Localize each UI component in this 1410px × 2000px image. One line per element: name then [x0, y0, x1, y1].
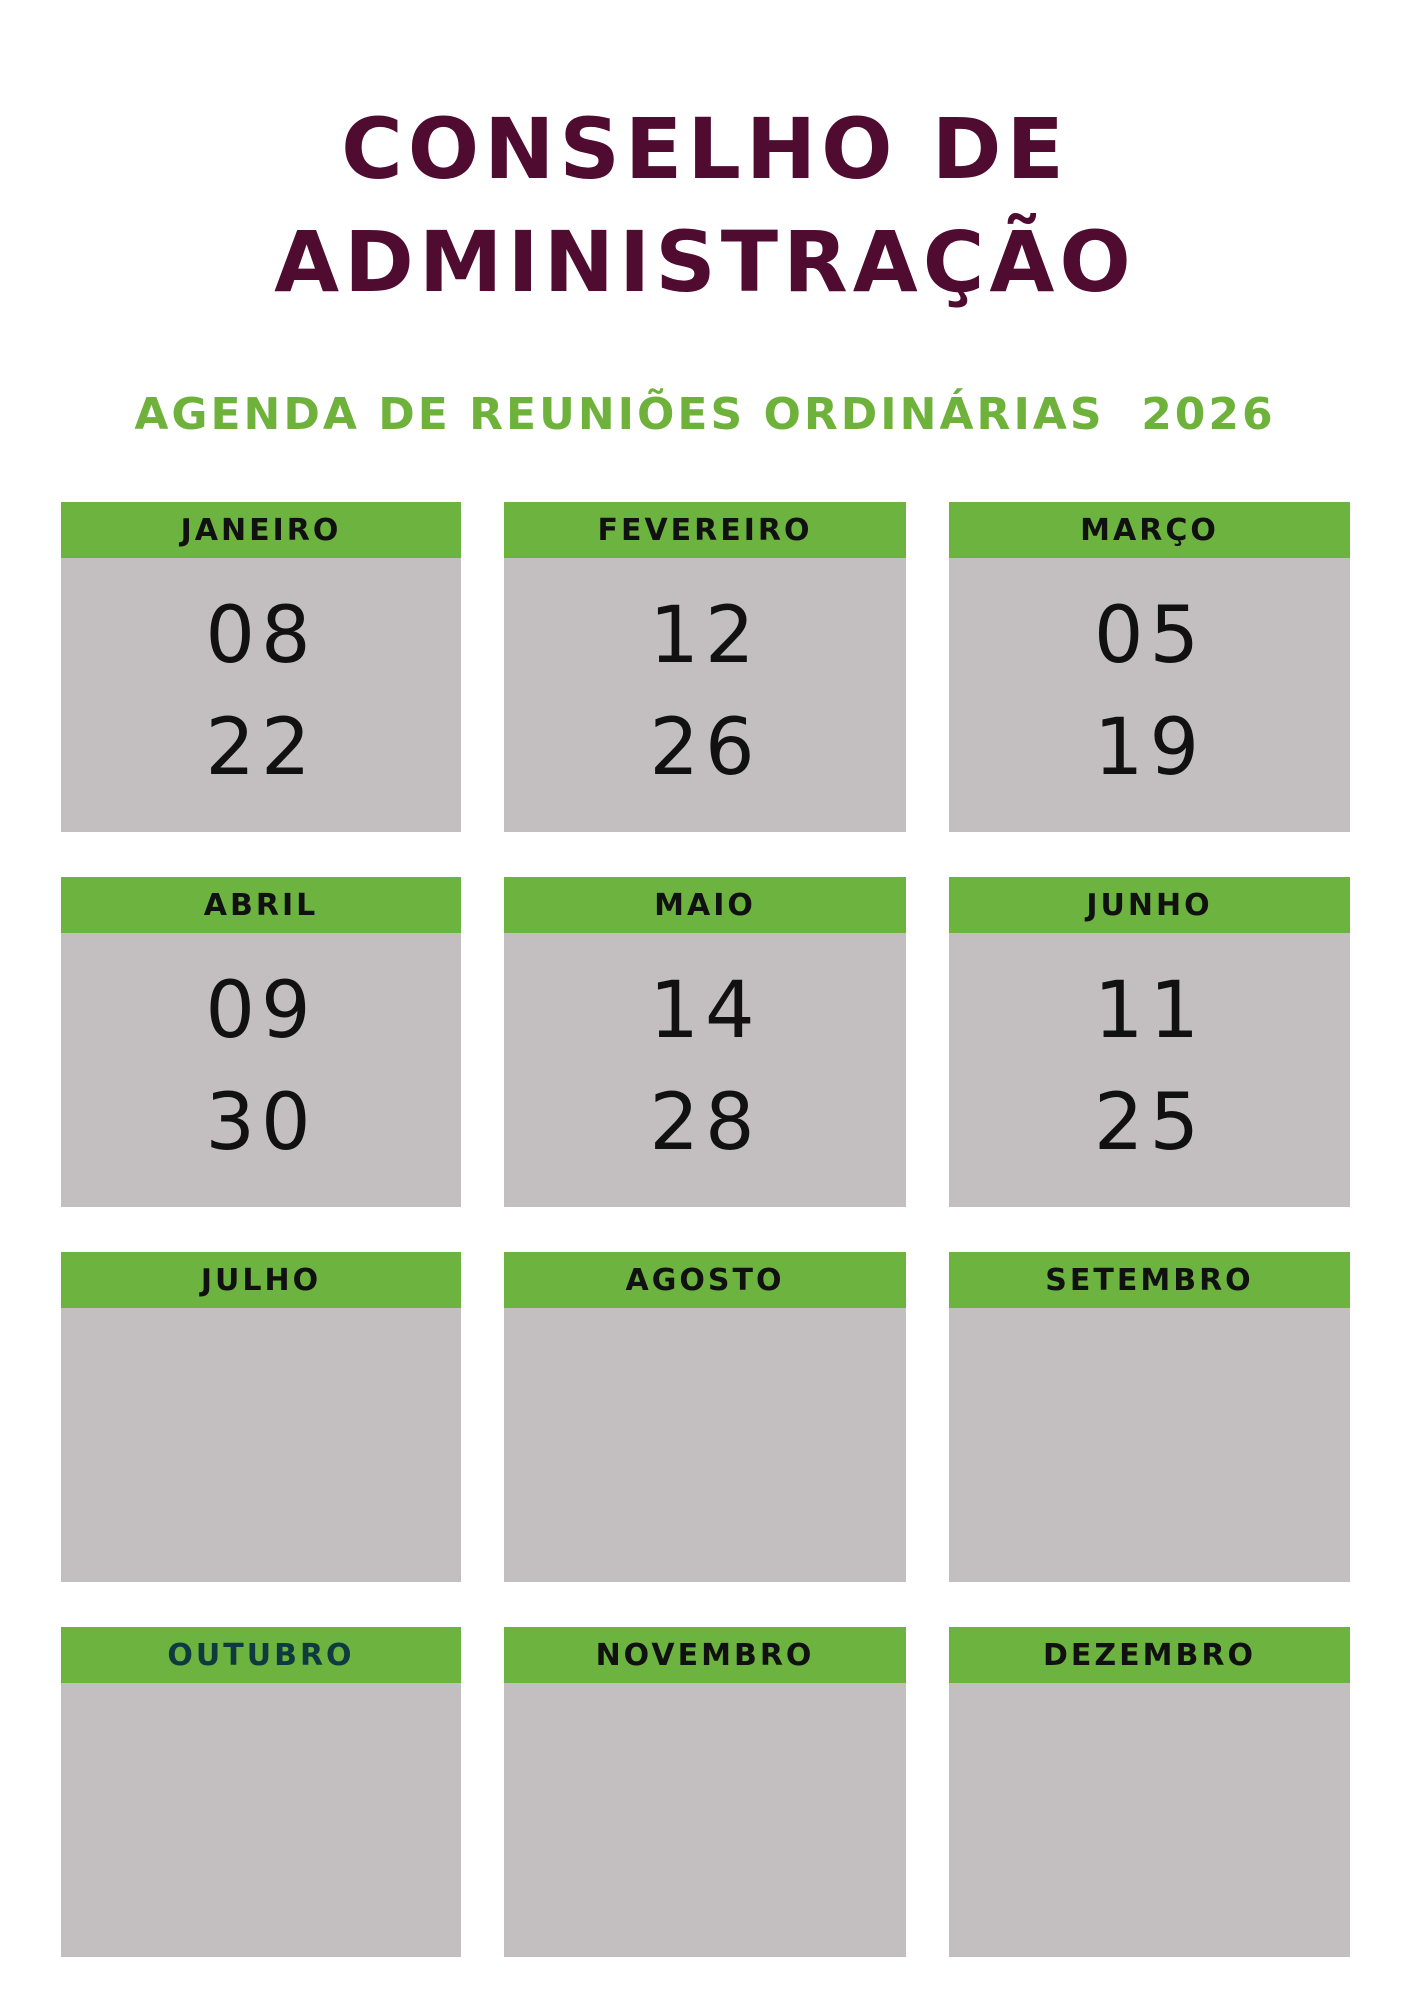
month-card-maio: [504, 877, 906, 1207]
meeting-day: 26: [649, 703, 761, 793]
month-card-julho: [61, 1252, 461, 1582]
meeting-day: 25: [1093, 1078, 1206, 1168]
page-subtitle: AGENDA DE REUNIÕES ORDINÁRIAS 2026: [134, 389, 1276, 440]
month-header: FEVEREIRO: [504, 502, 906, 558]
meeting-day: 09: [205, 966, 317, 1056]
month-days: [949, 933, 1350, 1207]
month-card-abril: [61, 877, 461, 1207]
meeting-day: 28: [649, 1078, 761, 1168]
month-days: [504, 1308, 906, 1582]
month-header: MARÇO: [949, 502, 1350, 558]
page-title-line-2: ADMINISTRAÇÃO: [274, 213, 1136, 311]
month-header: OUTUBRO: [61, 1627, 461, 1683]
month-card-novembro: [504, 1627, 906, 1957]
meeting-day: 12: [649, 591, 761, 681]
month-header: NOVEMBRO: [504, 1627, 906, 1683]
meeting-day: 08: [205, 591, 317, 681]
month-days: [949, 558, 1350, 832]
month-days: [61, 558, 461, 832]
month-header: MAIO: [504, 877, 906, 933]
month-card-fevereiro: [504, 502, 906, 832]
month-card-marco: [949, 502, 1350, 832]
month-days: [504, 1683, 906, 1957]
month-card-setembro: [949, 1252, 1350, 1582]
month-card-junho: [949, 877, 1350, 1207]
month-card-outubro: [61, 1627, 461, 1957]
month-header: JANEIRO: [61, 502, 461, 558]
month-header: DEZEMBRO: [949, 1627, 1350, 1683]
month-card-dezembro: [949, 1627, 1350, 1957]
month-card-janeiro: [61, 502, 461, 832]
month-days: [949, 1683, 1350, 1957]
meeting-day: 14: [649, 966, 761, 1056]
month-days: [504, 558, 906, 832]
month-days: [949, 1308, 1350, 1582]
meeting-day: 22: [205, 703, 317, 793]
month-header: AGOSTO: [504, 1252, 906, 1308]
month-days: [61, 933, 461, 1207]
page-title-line-1: CONSELHO DE: [341, 100, 1069, 198]
month-header: JUNHO: [949, 877, 1350, 933]
month-days: [504, 933, 906, 1207]
month-days: [61, 1308, 461, 1582]
meeting-day: 11: [1093, 966, 1206, 1056]
month-grid: [61, 502, 1350, 1957]
month-header: JULHO: [61, 1252, 461, 1308]
month-header: ABRIL: [61, 877, 461, 933]
month-card-agosto: [504, 1252, 906, 1582]
month-days: [61, 1683, 461, 1957]
meeting-day: 05: [1093, 591, 1206, 681]
meeting-day: 30: [205, 1078, 317, 1168]
meeting-day: 19: [1093, 703, 1206, 793]
month-header: SETEMBRO: [949, 1252, 1350, 1308]
